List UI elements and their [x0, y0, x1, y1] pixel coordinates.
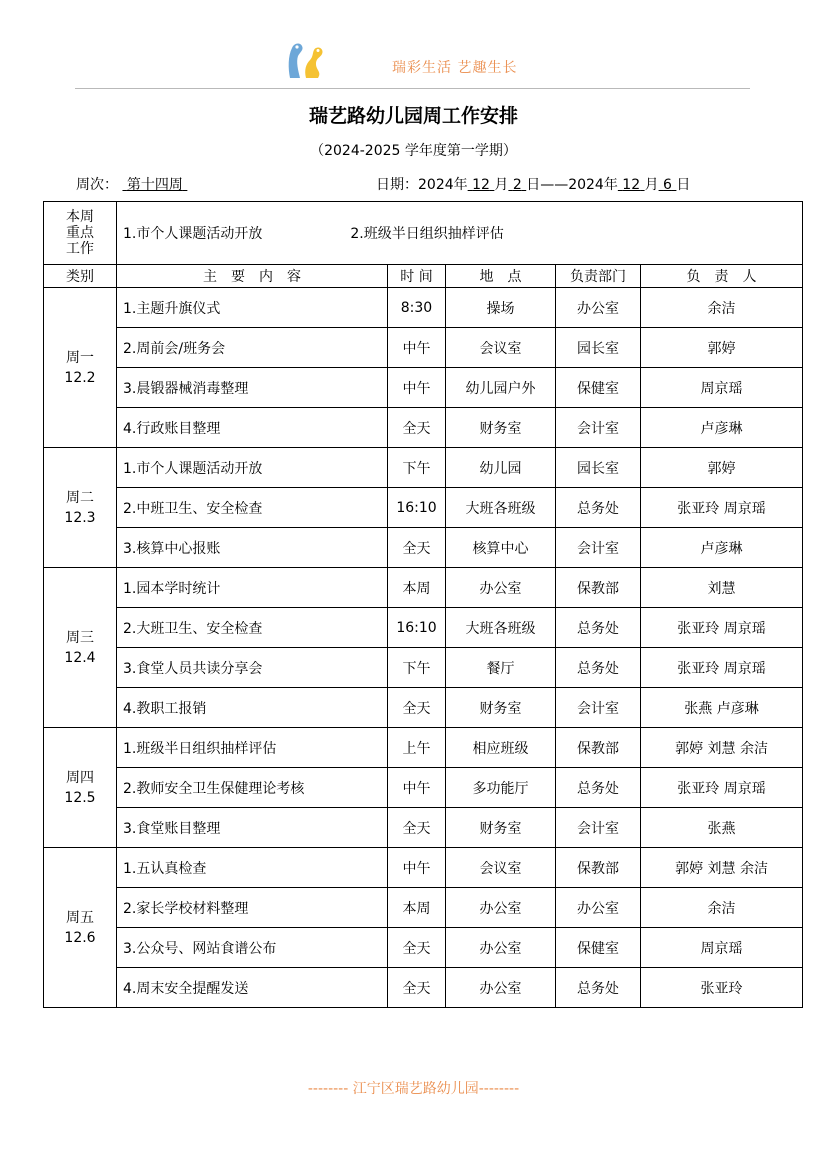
task-location: 财务室	[446, 688, 556, 728]
task-location: 大班各班级	[446, 608, 556, 648]
task-content: 1.市个人课题活动开放	[117, 448, 388, 488]
task-location: 办公室	[446, 568, 556, 608]
table-row	[44, 568, 803, 608]
task-location: 幼儿园	[446, 448, 556, 488]
week-info	[76, 174, 187, 194]
task-owner: 张亚玲 周京瑶	[641, 488, 803, 528]
task-department: 保教部	[556, 568, 641, 608]
day-name: 周五	[66, 909, 94, 926]
task-owner: 周京瑶	[641, 368, 803, 408]
task-content: 1.班级半日组织抽样评估	[117, 728, 388, 768]
task-owner: 郭婷 刘慧 余洁	[641, 728, 803, 768]
task-department: 总务处	[556, 968, 641, 1008]
day-name: 周一	[66, 349, 94, 366]
task-department: 保教部	[556, 848, 641, 888]
header-divider	[75, 88, 750, 89]
day-cell	[44, 848, 117, 1008]
task-owner: 张亚玲	[641, 968, 803, 1008]
day-date: 12.4	[64, 649, 96, 666]
table-row	[44, 488, 803, 528]
table-row	[44, 328, 803, 368]
task-owner: 余洁	[641, 288, 803, 328]
task-department: 会计室	[556, 688, 641, 728]
task-time: 全天	[388, 408, 446, 448]
task-department: 办公室	[556, 888, 641, 928]
task-time: 8:30	[388, 288, 446, 328]
task-content: 4.行政账目整理	[117, 408, 388, 448]
task-location: 会议室	[446, 848, 556, 888]
task-location: 办公室	[446, 968, 556, 1008]
day-name: 周三	[66, 629, 94, 646]
task-time: 上午	[388, 728, 446, 768]
task-content: 2.家长学校材料整理	[117, 888, 388, 928]
schedule-table	[43, 201, 803, 1008]
day-date: 12.3	[64, 509, 96, 526]
task-department: 总务处	[556, 608, 641, 648]
task-location: 操场	[446, 288, 556, 328]
task-content: 3.食堂账目整理	[117, 808, 388, 848]
date-info: 日期：2024年 12 月 2 日——2024年 12 月 6 日	[376, 177, 691, 193]
task-time: 全天	[388, 928, 446, 968]
task-time: 16:10	[388, 608, 446, 648]
day-cell	[44, 448, 117, 568]
table-row	[44, 408, 803, 448]
task-content: 1.主题升旗仪式	[117, 288, 388, 328]
table-row	[44, 648, 803, 688]
task-location: 多功能厅	[446, 768, 556, 808]
footer-text: -------- 江宁区瑞艺路幼儿园--------	[307, 1081, 520, 1097]
date-start-month: 12	[472, 177, 490, 193]
task-owner: 张亚玲 周京瑶	[641, 608, 803, 648]
column-header-row	[44, 265, 803, 288]
week-value: 第十四周	[126, 177, 183, 193]
column-header: 主 要 内 容	[117, 265, 388, 288]
task-owner: 郭婷	[641, 328, 803, 368]
task-owner: 刘慧	[641, 568, 803, 608]
task-department: 会计室	[556, 408, 641, 448]
table-row	[44, 448, 803, 488]
table-row	[44, 968, 803, 1008]
focus-item: 2.班级半日组织抽样评估	[350, 226, 504, 242]
task-content: 3.食堂人员共读分享会	[117, 648, 388, 688]
task-location: 餐厅	[446, 648, 556, 688]
task-location: 幼儿园户外	[446, 368, 556, 408]
task-content: 2.中班卫生、安全检查	[117, 488, 388, 528]
task-location: 大班各班级	[446, 488, 556, 528]
date-start-day: 2	[512, 177, 522, 193]
task-owner: 卢彦琳	[641, 408, 803, 448]
seahorse-logo-icon	[282, 38, 328, 80]
task-location: 财务室	[446, 808, 556, 848]
task-owner: 卢彦琳	[641, 528, 803, 568]
task-department: 办公室	[556, 288, 641, 328]
task-time: 中午	[388, 768, 446, 808]
table-row	[44, 688, 803, 728]
task-department: 总务处	[556, 648, 641, 688]
date-end-day: 6	[663, 177, 672, 193]
task-time: 全天	[388, 968, 446, 1008]
task-owner: 郭婷 刘慧 余洁	[641, 848, 803, 888]
table-row	[44, 368, 803, 408]
task-time: 本周	[388, 888, 446, 928]
focus-label-cell: 本周 重点 工作	[44, 202, 117, 265]
focus-items-cell	[117, 202, 803, 265]
task-owner: 郭婷	[641, 448, 803, 488]
table-row	[44, 848, 803, 888]
task-location: 办公室	[446, 888, 556, 928]
day-date: 12.6	[64, 929, 96, 946]
table-row	[44, 928, 803, 968]
task-department: 园长室	[556, 448, 641, 488]
table-row	[44, 728, 803, 768]
task-owner: 张亚玲 周京瑶	[641, 648, 803, 688]
column-header: 地 点	[446, 265, 556, 288]
task-time: 16:10	[388, 488, 446, 528]
task-department: 总务处	[556, 768, 641, 808]
task-department: 会计室	[556, 528, 641, 568]
task-content: 4.教职工报销	[117, 688, 388, 728]
task-owner: 张燕 卢彦琳	[641, 688, 803, 728]
task-owner: 张亚玲 周京瑶	[641, 768, 803, 808]
task-content: 3.核算中心报账	[117, 528, 388, 568]
table-row	[44, 808, 803, 848]
date-end-month: 12	[622, 177, 641, 193]
date-end-year: 2024	[568, 177, 604, 193]
header-slogan: 瑞彩生活 艺趣生长	[392, 60, 518, 76]
task-content: 3.晨锻器械消毒整理	[117, 368, 388, 408]
task-content: 2.教师安全卫生保健理论考核	[117, 768, 388, 808]
task-location: 财务室	[446, 408, 556, 448]
task-content: 3.公众号、网站食谱公布	[117, 928, 388, 968]
kindergarten-logo	[282, 38, 328, 80]
task-time: 中午	[388, 368, 446, 408]
day-date: 12.5	[64, 789, 96, 806]
task-department: 总务处	[556, 488, 641, 528]
day-name: 周四	[66, 769, 94, 786]
task-content: 2.周前会/班务会	[117, 328, 388, 368]
task-time: 本周	[388, 568, 446, 608]
day-date: 12.2	[64, 369, 96, 386]
task-time: 下午	[388, 448, 446, 488]
task-content: 1.五认真检查	[117, 848, 388, 888]
week-label: 周次：	[76, 177, 118, 193]
task-department: 会计室	[556, 808, 641, 848]
task-owner: 余洁	[641, 888, 803, 928]
table-row	[44, 528, 803, 568]
task-location: 会议室	[446, 328, 556, 368]
day-cell	[44, 728, 117, 848]
column-header: 负 责 人	[641, 265, 803, 288]
date-start-year: 2024	[418, 177, 454, 193]
page-subtitle: （2024-2025 学年度第一学期）	[310, 143, 517, 159]
task-content: 1.园本学时统计	[117, 568, 388, 608]
task-department: 保健室	[556, 928, 641, 968]
page-title: 瑞艺路幼儿园周工作安排	[308, 105, 518, 127]
task-location: 办公室	[446, 928, 556, 968]
column-header: 类别	[44, 265, 117, 288]
task-time: 全天	[388, 808, 446, 848]
date-label: 日期：	[376, 177, 418, 193]
task-location: 相应班级	[446, 728, 556, 768]
task-department: 保教部	[556, 728, 641, 768]
task-time: 全天	[388, 528, 446, 568]
task-time: 中午	[388, 848, 446, 888]
table-row	[44, 768, 803, 808]
focus-row	[44, 202, 803, 265]
day-cell	[44, 568, 117, 728]
table-row	[44, 288, 803, 328]
column-header: 负责部门	[556, 265, 641, 288]
task-owner: 张燕	[641, 808, 803, 848]
task-time: 下午	[388, 648, 446, 688]
task-content: 4.周末安全提醒发送	[117, 968, 388, 1008]
day-cell	[44, 288, 117, 448]
focus-item: 1.市个人课题活动开放	[123, 226, 263, 242]
table-row	[44, 608, 803, 648]
column-header: 时 间	[388, 265, 446, 288]
date-dash: ——	[540, 177, 569, 193]
task-time: 全天	[388, 688, 446, 728]
task-department: 园长室	[556, 328, 641, 368]
task-content: 2.大班卫生、安全检查	[117, 608, 388, 648]
table-row	[44, 888, 803, 928]
task-time: 中午	[388, 328, 446, 368]
day-name: 周二	[66, 489, 94, 506]
task-location: 核算中心	[446, 528, 556, 568]
task-department: 保健室	[556, 368, 641, 408]
task-owner: 周京瑶	[641, 928, 803, 968]
